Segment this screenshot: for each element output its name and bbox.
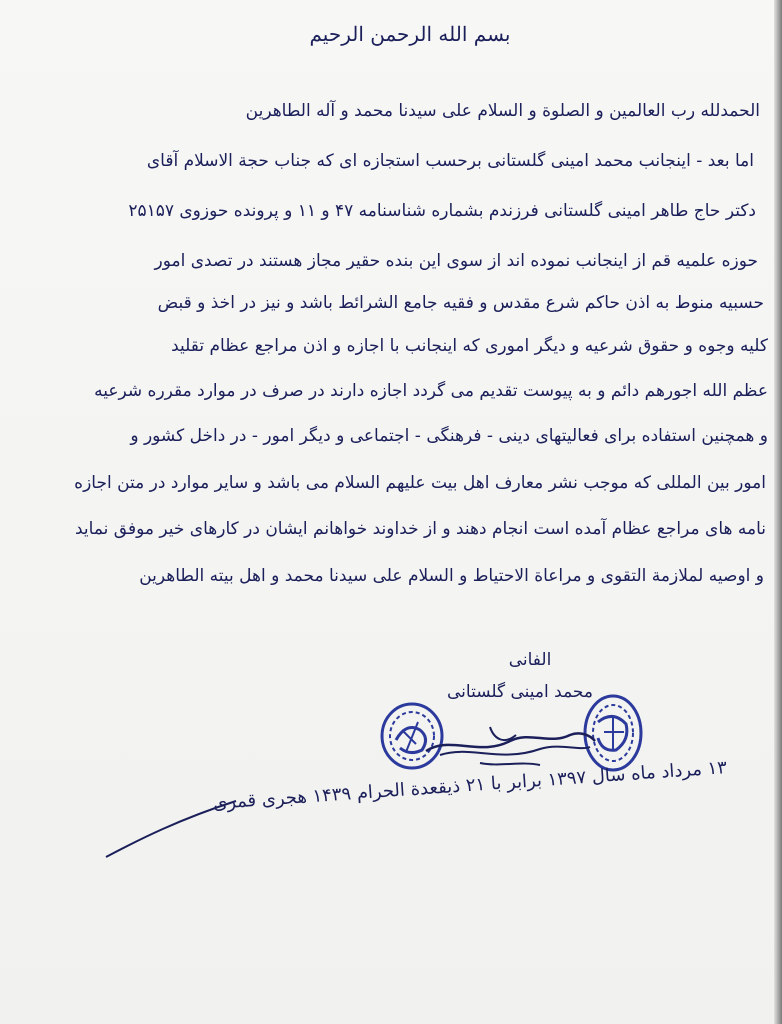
body-line-9: امور بین المللی که موجب نشر معارف اهل بیت علیهم السلام می باشد و سایر موارد در متن اجازه (74, 473, 766, 493)
body-line-6: کلیه وجوه و حقوق شرعیه و دیگر اموری که اینجانب با اجازه و اذن مراجع عظام تقلید (171, 336, 768, 356)
body-line-11: و اوصیه لملازمة التقوی و مراعاة الاحتیاط و السلام علی سیدنا محمد و اهل بیته الطاهرین (139, 566, 764, 586)
basmala-heading: بسم الله الرحمن الرحیم (309, 22, 511, 46)
date-underline-stroke (100, 795, 240, 865)
body-line-8: و همچنین استفاده برای فعالیتهای دینی - فرهنگی - اجتماعی و دیگر امور - در داخل کشور و (130, 426, 768, 446)
paper-edge-shadow (774, 0, 782, 1024)
closing-label: الفانی (508, 650, 552, 670)
body-line-2: اما بعد - اینجانب محمد امینی گلستانی برحسب استجازه ای که جناب حجة الاسلام آقای (146, 151, 754, 171)
body-line-7: عظم الله اجورهم دائم و به پیوست تقدیم می گردد اجازه دارند در صرف در موارد مقرره شرعیه (94, 381, 768, 401)
date-line: ۱۳ مرداد ماه سال ۱۳۹۷ برابر با ۲۱ ذیقعدة الحرام ۱۴۳۹ هجری قمری (212, 757, 728, 814)
body-line-1: الحمدلله رب العالمین و الصلوة و السلام علی سیدنا محمد و آله الطاهرین (245, 101, 760, 121)
body-line-4: حوزه علمیه قم از اینجانب نموده اند از سوی این بنده حقیر مجاز هستند در تصدی امور (154, 251, 758, 271)
body-line-10: نامه های مراجع عظام آمده است انجام دهند و از خداوند خواهانم ایشان در کارهای خیر موفق نماید (74, 519, 766, 539)
signer-name: محمد امینی گلستانی (447, 682, 593, 702)
body-line-5: حسبیه منوط به اذن حاکم شرع مقدس و فقیه جامع الشرائط باشد و نیز در اخذ و قبض (157, 293, 764, 313)
body-line-3: دکتر حاج طاهر امینی گلستانی فرزندم بشماره شناسنامه ۴۷ و ۱۱ و پرونده حوزوی ۲۵۱۵۷ (128, 201, 756, 221)
handwritten-signature (420, 705, 600, 775)
